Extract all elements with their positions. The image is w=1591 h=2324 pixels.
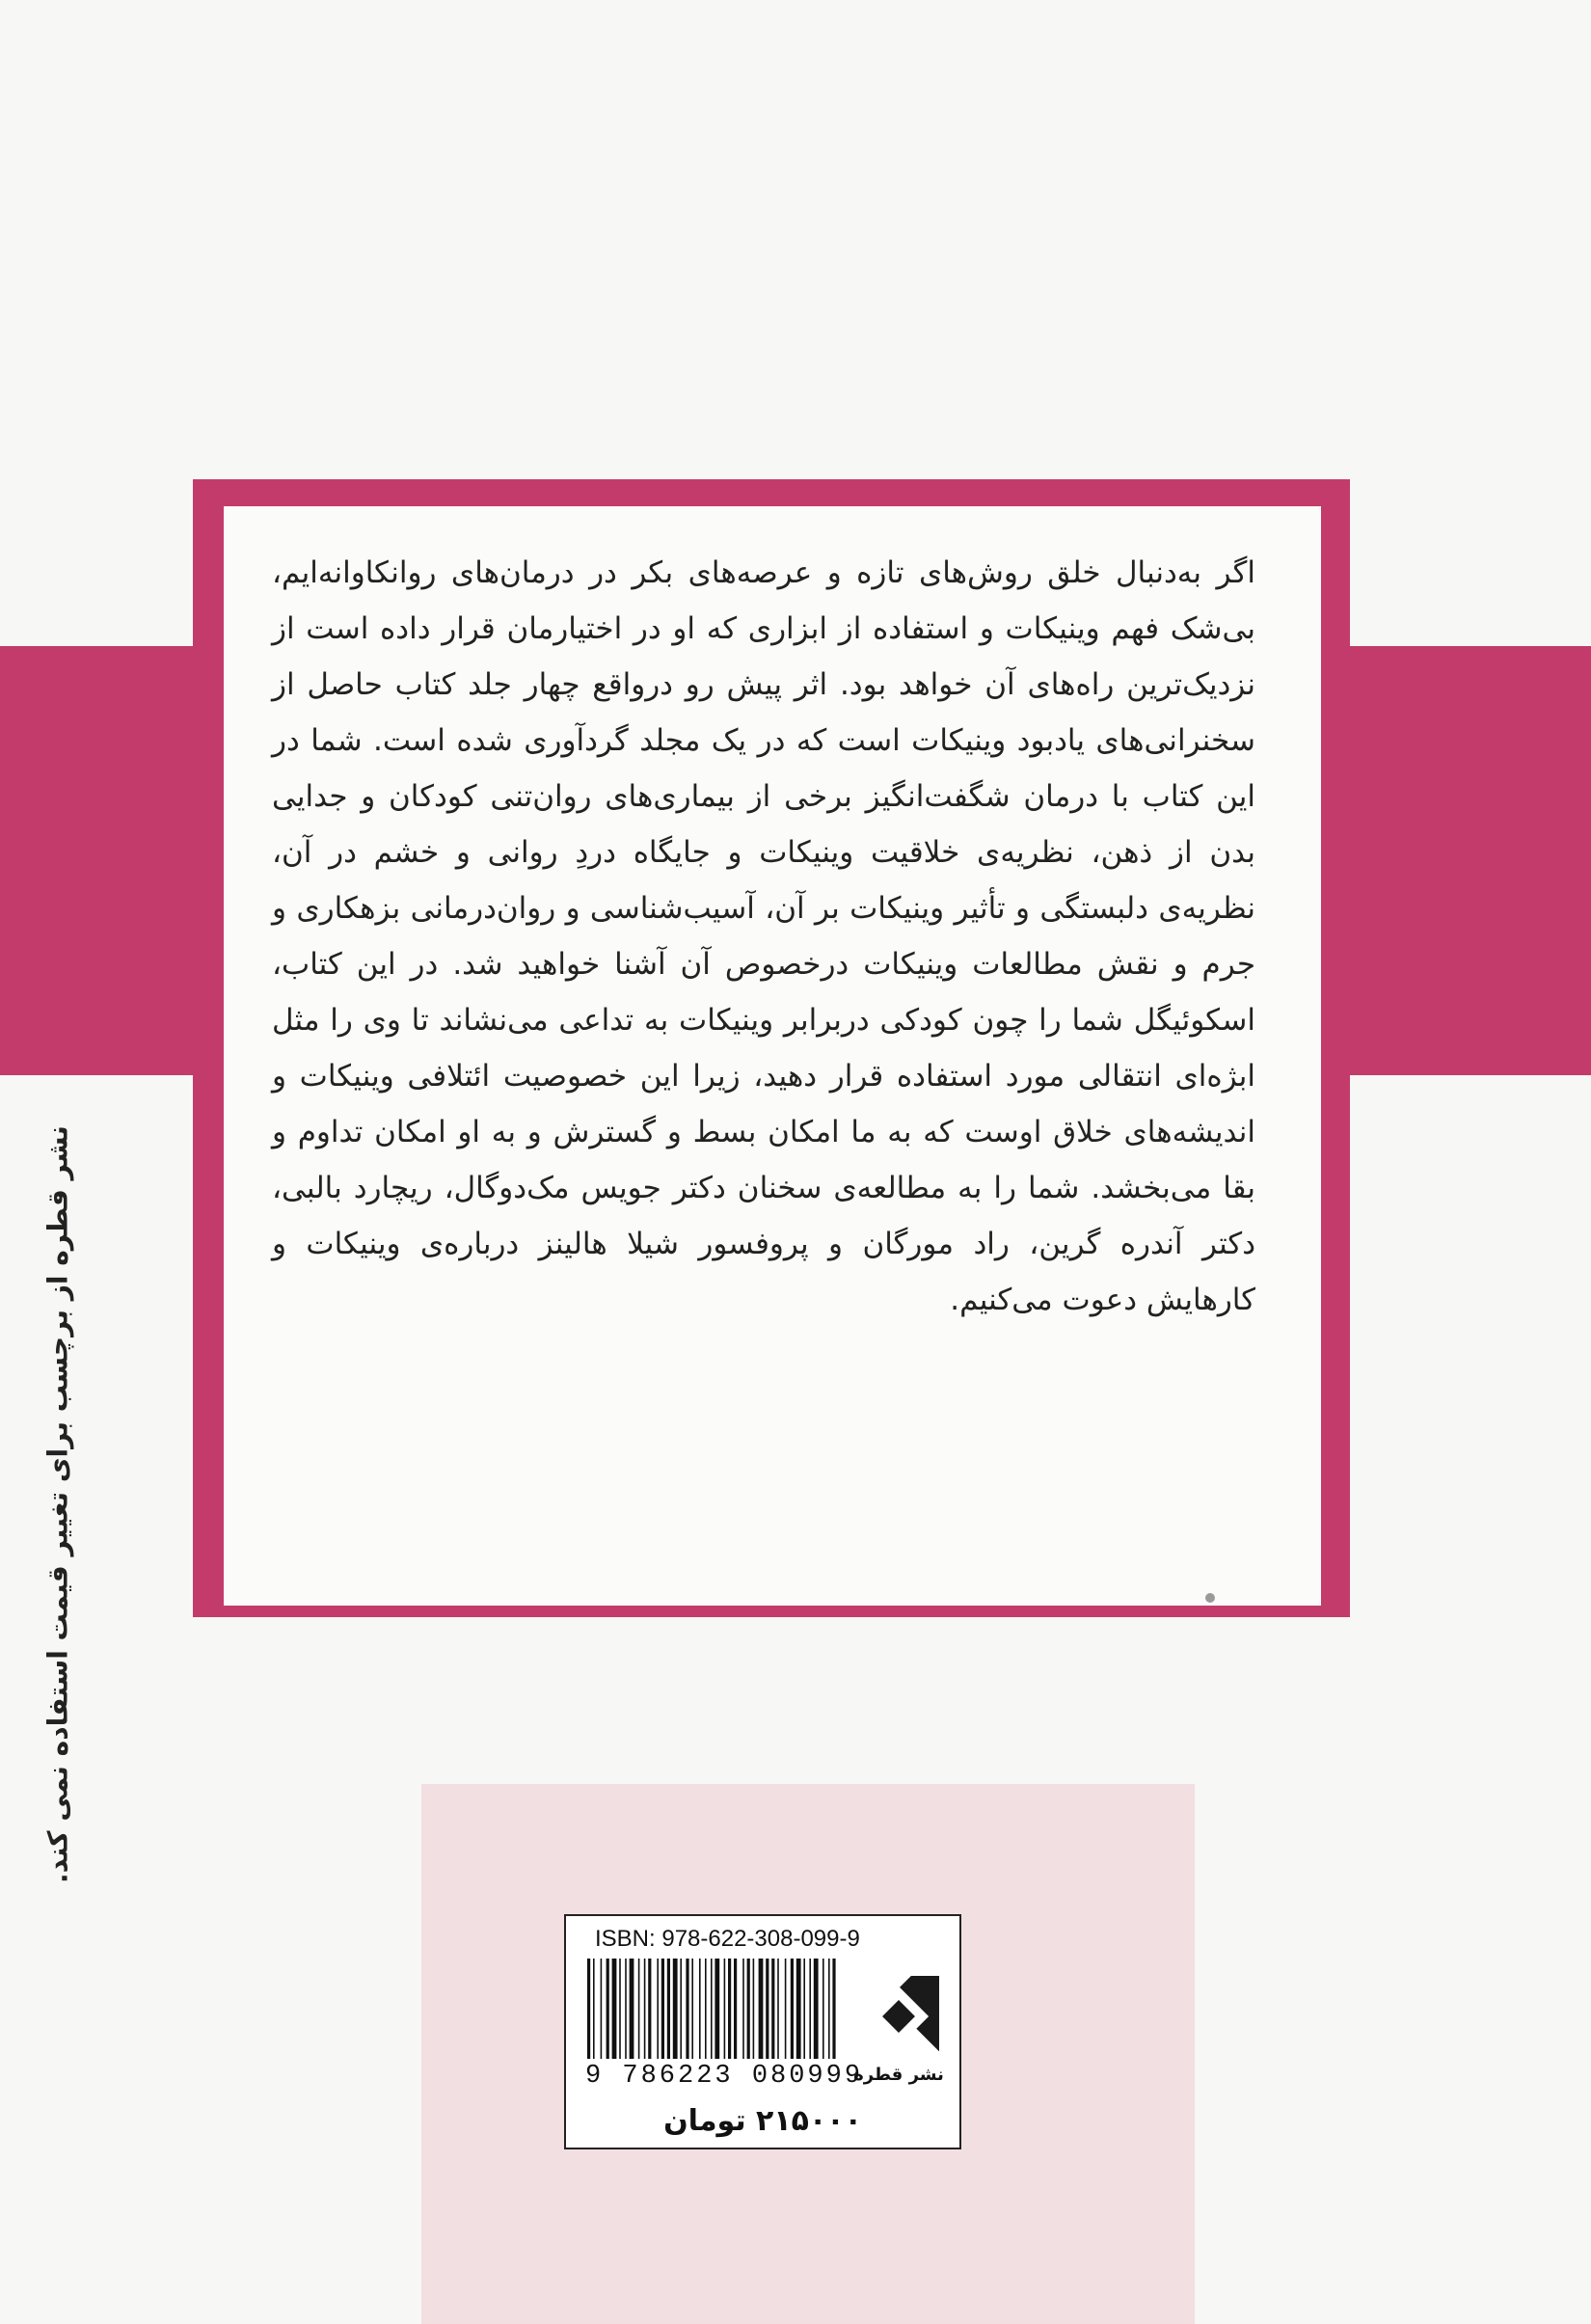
isbn-text: ISBN: 978-622-308-099-9 <box>595 1926 860 1952</box>
drop-logo-icon <box>858 1976 939 2061</box>
barcode-image <box>585 1959 841 2059</box>
publisher-price-note: نشر قطره از برچسب برای تغییر قیمت استفاده نمی کند. <box>41 1125 74 1883</box>
book-description: اگر به‌دنبال خلق روش‌های تازه و عرصه‌های بکر در درمان‌های روانکاوانه‌ایم، بی‌شک فهم وینیکات و استفاده از ابزاری که او در اختیارمان قرار داده است از نزدیک‌ترین راه‌های آن خواهد بود. اثر پیش رو درواقع چهار جلد کتاب حاصل از سخنرانی‌های یادبود وینیکات است که در یک مجلد گردآوری شده است. شما در این کتاب با درمان شگفت‌انگیز برخی از بیماری‌های روان‌تنی کودکان و جدایی بدن از ذهن، نظریه‌ی خلاقیت وینیکات و جایگاه دردِ روانی و خشم در آن، نظریه‌ی دلبستگی و تأثیر وینیکات بر آن، آسیب‌شناسی و روان‌درمانی بزهکاری و جرم و نقش مطالعات وینیکات درخصوص آن آشنا خواهید شد. در این کتاب، اسکوئیگل شما را چون کودکی دربرابر وینیکات به تداعی می‌نشاند تا وی را مثل ابژه‌ای انتقالی مورد استفاده قرار دهید، زیرا این خصوصیت ائتلافی وینیکات و اندیشه‌های خلاق اوست که به ما امکان بسط و گسترش و به او امکان تداوم و بقا می‌بخشد. شما را به مطالعه‌ی سخنان دکتر جویس مک‌دوگال، ریچارد بالبی، دکتر آندره گرین، راد مورگان و پروفسور شیلا هالینز درباره‌ی وینیکات و کارهایش دعوت می‌کنیم. <box>272 555 1255 1317</box>
decorative-dot <box>1205 1593 1215 1603</box>
description-box <box>224 506 1321 1606</box>
barcode-digits: 9 786223 080999 <box>585 2062 864 2091</box>
publisher-logo <box>850 1976 947 2092</box>
price: ۲۱۵۰۰۰ تومان <box>663 2104 862 2138</box>
publisher-logo-caption: نشر قطره <box>853 2065 944 2085</box>
barcode-label <box>564 1914 961 2149</box>
